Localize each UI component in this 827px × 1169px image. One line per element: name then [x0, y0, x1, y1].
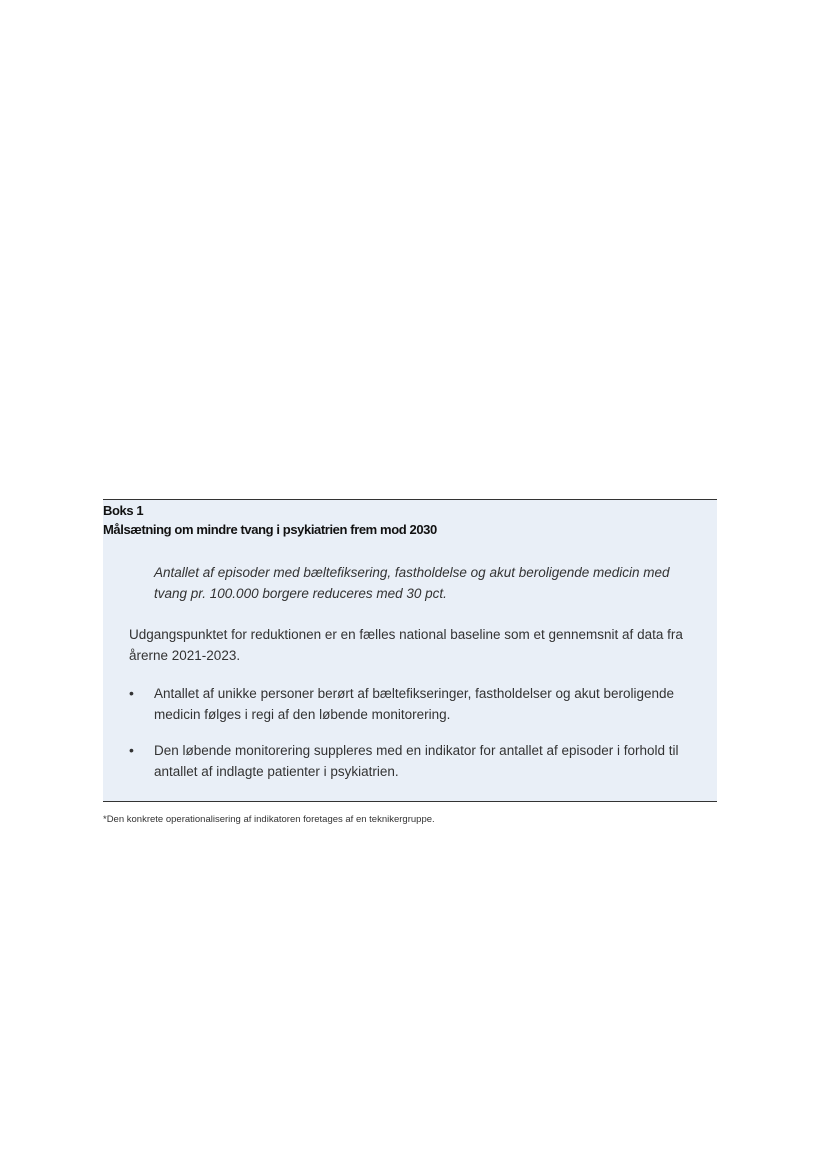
box-label: Boks 1: [103, 503, 144, 518]
baseline-paragraph: Udgangspunktet for reduktionen er en fælles national baseline som et gennemsnit af data fra årerne 2021-2023.: [129, 627, 683, 663]
bullet-item: [129, 683, 699, 725]
info-box: [103, 499, 717, 802]
bullet-icon: •: [129, 742, 134, 758]
box-title: Målsætning om mindre tvang i psykiatrien frem mod 2030: [103, 522, 437, 537]
bullet-item: [129, 740, 699, 782]
bullet-icon: •: [129, 685, 134, 701]
bullet-text: Den løbende monitorering suppleres med en indikator for antallet af episoder i forhold til antallet af indlagte patienter i psykiatrien.: [154, 743, 679, 779]
footnote: *Den konkrete operationalisering af indikatoren foretages af en teknikergruppe.: [103, 814, 435, 825]
bullet-text: Antallet af unikke personer berørt af bæltefikseringer, fastholdelser og akut beroligende medicin følges i regi af den løbende monitorering.: [154, 686, 675, 722]
goal-statement: Antallet af episoder med bæltefiksering, fastholdelse og akut beroligende medicin med tvang pr. 100.000 borgere reduceres med 30 pct.: [154, 565, 670, 601]
